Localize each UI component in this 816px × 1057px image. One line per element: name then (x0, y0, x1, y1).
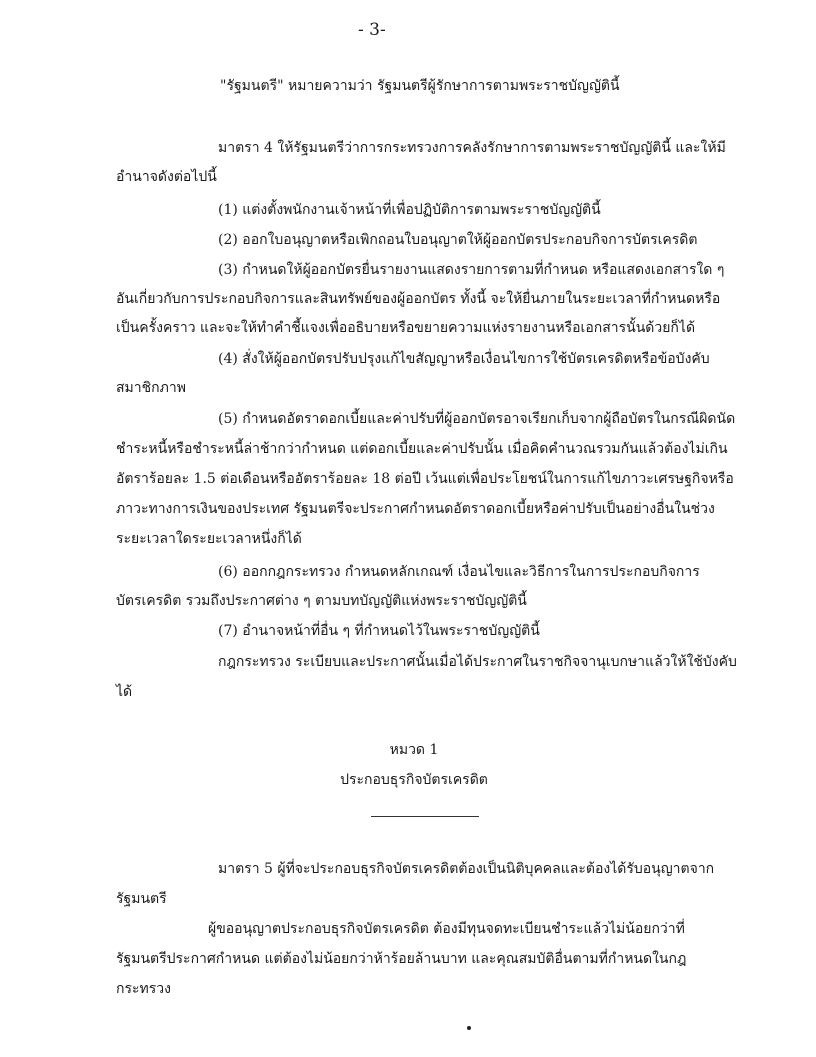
section4-item1: (1) แต่งตั้งพนักงานเจ้าหน้าที่เพื่อปฏิบัติการตามพระราชบัญญัตินี้ (218, 202, 601, 218)
chapter-title: ประกอบธุรกิจบัตรเครดิต (340, 772, 488, 788)
section5-para2-line3: กระทรวง (116, 981, 171, 997)
section4-line2: อำนาจดังต่อไปนี้ (116, 169, 217, 185)
scan-speck (467, 1026, 471, 1030)
closing-line1: กฎกระทรวง ระเบียบและประกาศนั้นเมื่อได้ประกาศในราชกิจจานุเบกษาแล้วให้ใช้บังคับ (218, 654, 737, 670)
chapter-heading: หมวด 1 (389, 742, 439, 758)
section4-line1: มาตรา 4 ให้รัฐมนตรีว่าการกระทรวงการคลังรักษาการตามพระราชบัญญัตินี้ และให้มี (218, 140, 726, 156)
section4-item4-line2: สมาชิกภาพ (116, 380, 186, 396)
section4-item4-line1: (4) สั่งให้ผู้ออกบัตรปรับปรุงแก้ไขสัญญาหรือเงื่อนไขการใช้บัตรเครดิตหรือข้อบังคับ (218, 351, 710, 367)
chapter-divider (371, 816, 479, 817)
section5-line1: มาตรา 5 ผู้ที่จะประกอบธุรกิจบัตรเครดิตต้องเป็นนิติบุคคลและต้องได้รับอนุญาตจาก (218, 861, 715, 877)
section4-item5-line5: ระยะเวลาใดระยะเวลาหนึ่งก็ได้ (116, 531, 302, 547)
section4-item5-line4: ภาวะทางการเงินของประเทศ รัฐมนตรีจะประกาศกำหนดอัตราดอกเบี้ยหรือค่าปรับเป็นอย่างอื่นในช่วง (116, 501, 715, 517)
section4-item6-line2: บัตรเครดิต รวมถึงประกาศต่าง ๆ ตามบทบัญญัติแห่งพระราชบัญญัตินี้ (116, 593, 527, 609)
section4-item3-line2: อันเกี่ยวกับการประกอบกิจการและสินทรัพย์ของผู้ออกบัตร ทั้งนี้ จะให้ยื่นภายในระยะเวลาที่กำหนดหรือ (116, 291, 721, 307)
section4-item2: (2) ออกใบอนุญาตหรือเพิกถอนใบอนุญาตให้ผู้ออกบัตรประกอบกิจการบัตรเครดิต (218, 232, 698, 248)
section5-para2-line1: ผู้ขออนุญาตประกอบธุรกิจบัตรเครดิต ต้องมีทุนจดทะเบียนชำระแล้วไม่น้อยกว่าที่ (208, 921, 685, 937)
section4-item6-line1: (6) ออกกฎกระทรวง กำหนดหลักเกณฑ์ เงื่อนไขและวิธีการในการประกอบกิจการ (218, 564, 700, 580)
closing-line2: ได้ (116, 684, 133, 700)
section4-item7: (7) อำนาจหน้าที่อื่น ๆ ที่กำหนดไว้ในพระราชบัญญัตินี้ (218, 623, 540, 639)
section4-item5-line1: (5) กำหนดอัตราดอกเบี้ยและค่าปรับที่ผู้ออกบัตรอาจเรียกเก็บจากผู้ถือบัตรในกรณีผิดนัด (218, 411, 736, 427)
section5-para2-line2: รัฐมนตรีประกาศกำหนด แต่ต้องไม่น้อยกว่าห้าร้อยล้านบาท และคุณสมบัติอื่นตามที่กำหนดในกฎ (116, 951, 687, 967)
section4-item3-line1: (3) กำหนดให้ผู้ออกบัตรยื่นรายงานแสดงรายการตามที่กำหนด หรือแสดงเอกสารใด ๆ (218, 262, 725, 278)
section5-line2: รัฐมนตรี (116, 891, 167, 907)
section4-item3-line3: เป็นครั้งคราว และจะให้ทำคำชี้แจงเพื่ออธิบายหรือขยายความแห่งรายงานหรือเอกสารนั้นด้วยก็ได้ (116, 320, 696, 336)
page-number: - 3- (358, 20, 386, 40)
section4-item5-line2: ชำระหนี้หรือชำระหนี้ล่าช้ากว่ากำหนด แต่ดอกเบี้ยและค่าปรับนั้น เมื่อคิดคำนวณรวมกันแล้วต้องไม่เกิน (116, 441, 728, 457)
definition-line: "รัฐมนตรี" หมายความว่า รัฐมนตรีผู้รักษาการตามพระราชบัญญัตินี้ (220, 78, 620, 94)
section4-item5-line3: อัตราร้อยละ 1.5 ต่อเดือนหรืออัตราร้อยละ 18 ต่อปี เว้นแต่เพื่อประโยชน์ในการแก้ไขภาวะเศรษฐกิจหรือ (116, 471, 734, 487)
